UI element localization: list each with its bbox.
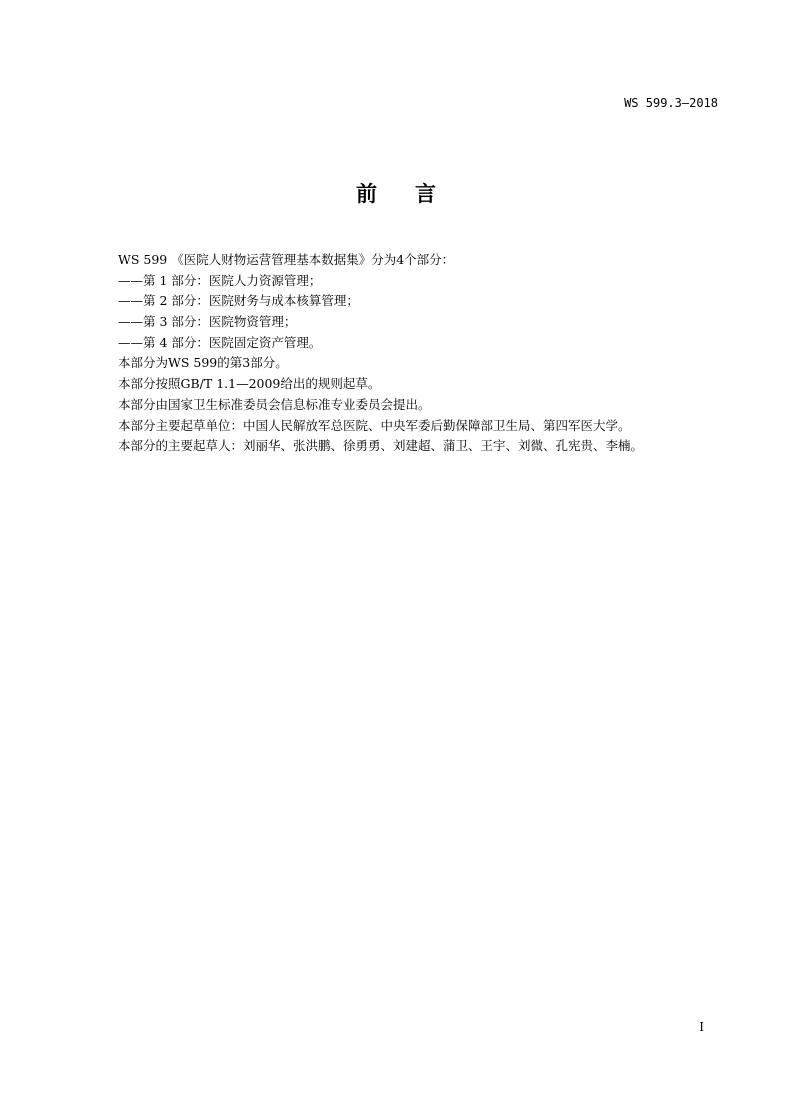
paragraph-drafters: 本部分的主要起草人：刘丽华、张洪鹏、徐勇勇、刘建超、蒲卫、王宇、刘微、孔宪贵、李楠。 xyxy=(118,438,644,454)
paragraph-drafting-units: 本部分主要起草单位：中国人民解放军总医院、中央军委后勤保障部卫生局、第四军医大学。 xyxy=(118,417,631,433)
paragraph-part-1: ——第 1 部分：医院人力资源管理； xyxy=(118,272,322,288)
paragraph-proposer: 本部分由国家卫生标准委员会信息标准专业委员会提出。 xyxy=(118,396,431,412)
paragraph-intro: WS 599 《医院人财物运营管理基本数据集》分为4个部分： xyxy=(118,252,455,267)
page-number: I xyxy=(699,1020,704,1034)
paragraph-part-2: ——第 2 部分：医院财务与成本核算管理； xyxy=(118,293,359,309)
foreword-body xyxy=(118,250,718,457)
paragraph-part-3: ——第 3 部分：医院物资管理； xyxy=(118,314,297,330)
paragraph-part-4: ——第 4 部分：医院固定资产管理。 xyxy=(118,334,322,350)
page-title: 前言 xyxy=(356,182,474,206)
paragraph-this-part: 本部分为WS 599的第3部分。 xyxy=(118,355,288,371)
paragraph-drafting-rules: 本部分按照GB/T 1.1—2009给出的规则起草。 xyxy=(118,376,381,392)
document-code: WS 599.3—2018 xyxy=(624,96,718,110)
